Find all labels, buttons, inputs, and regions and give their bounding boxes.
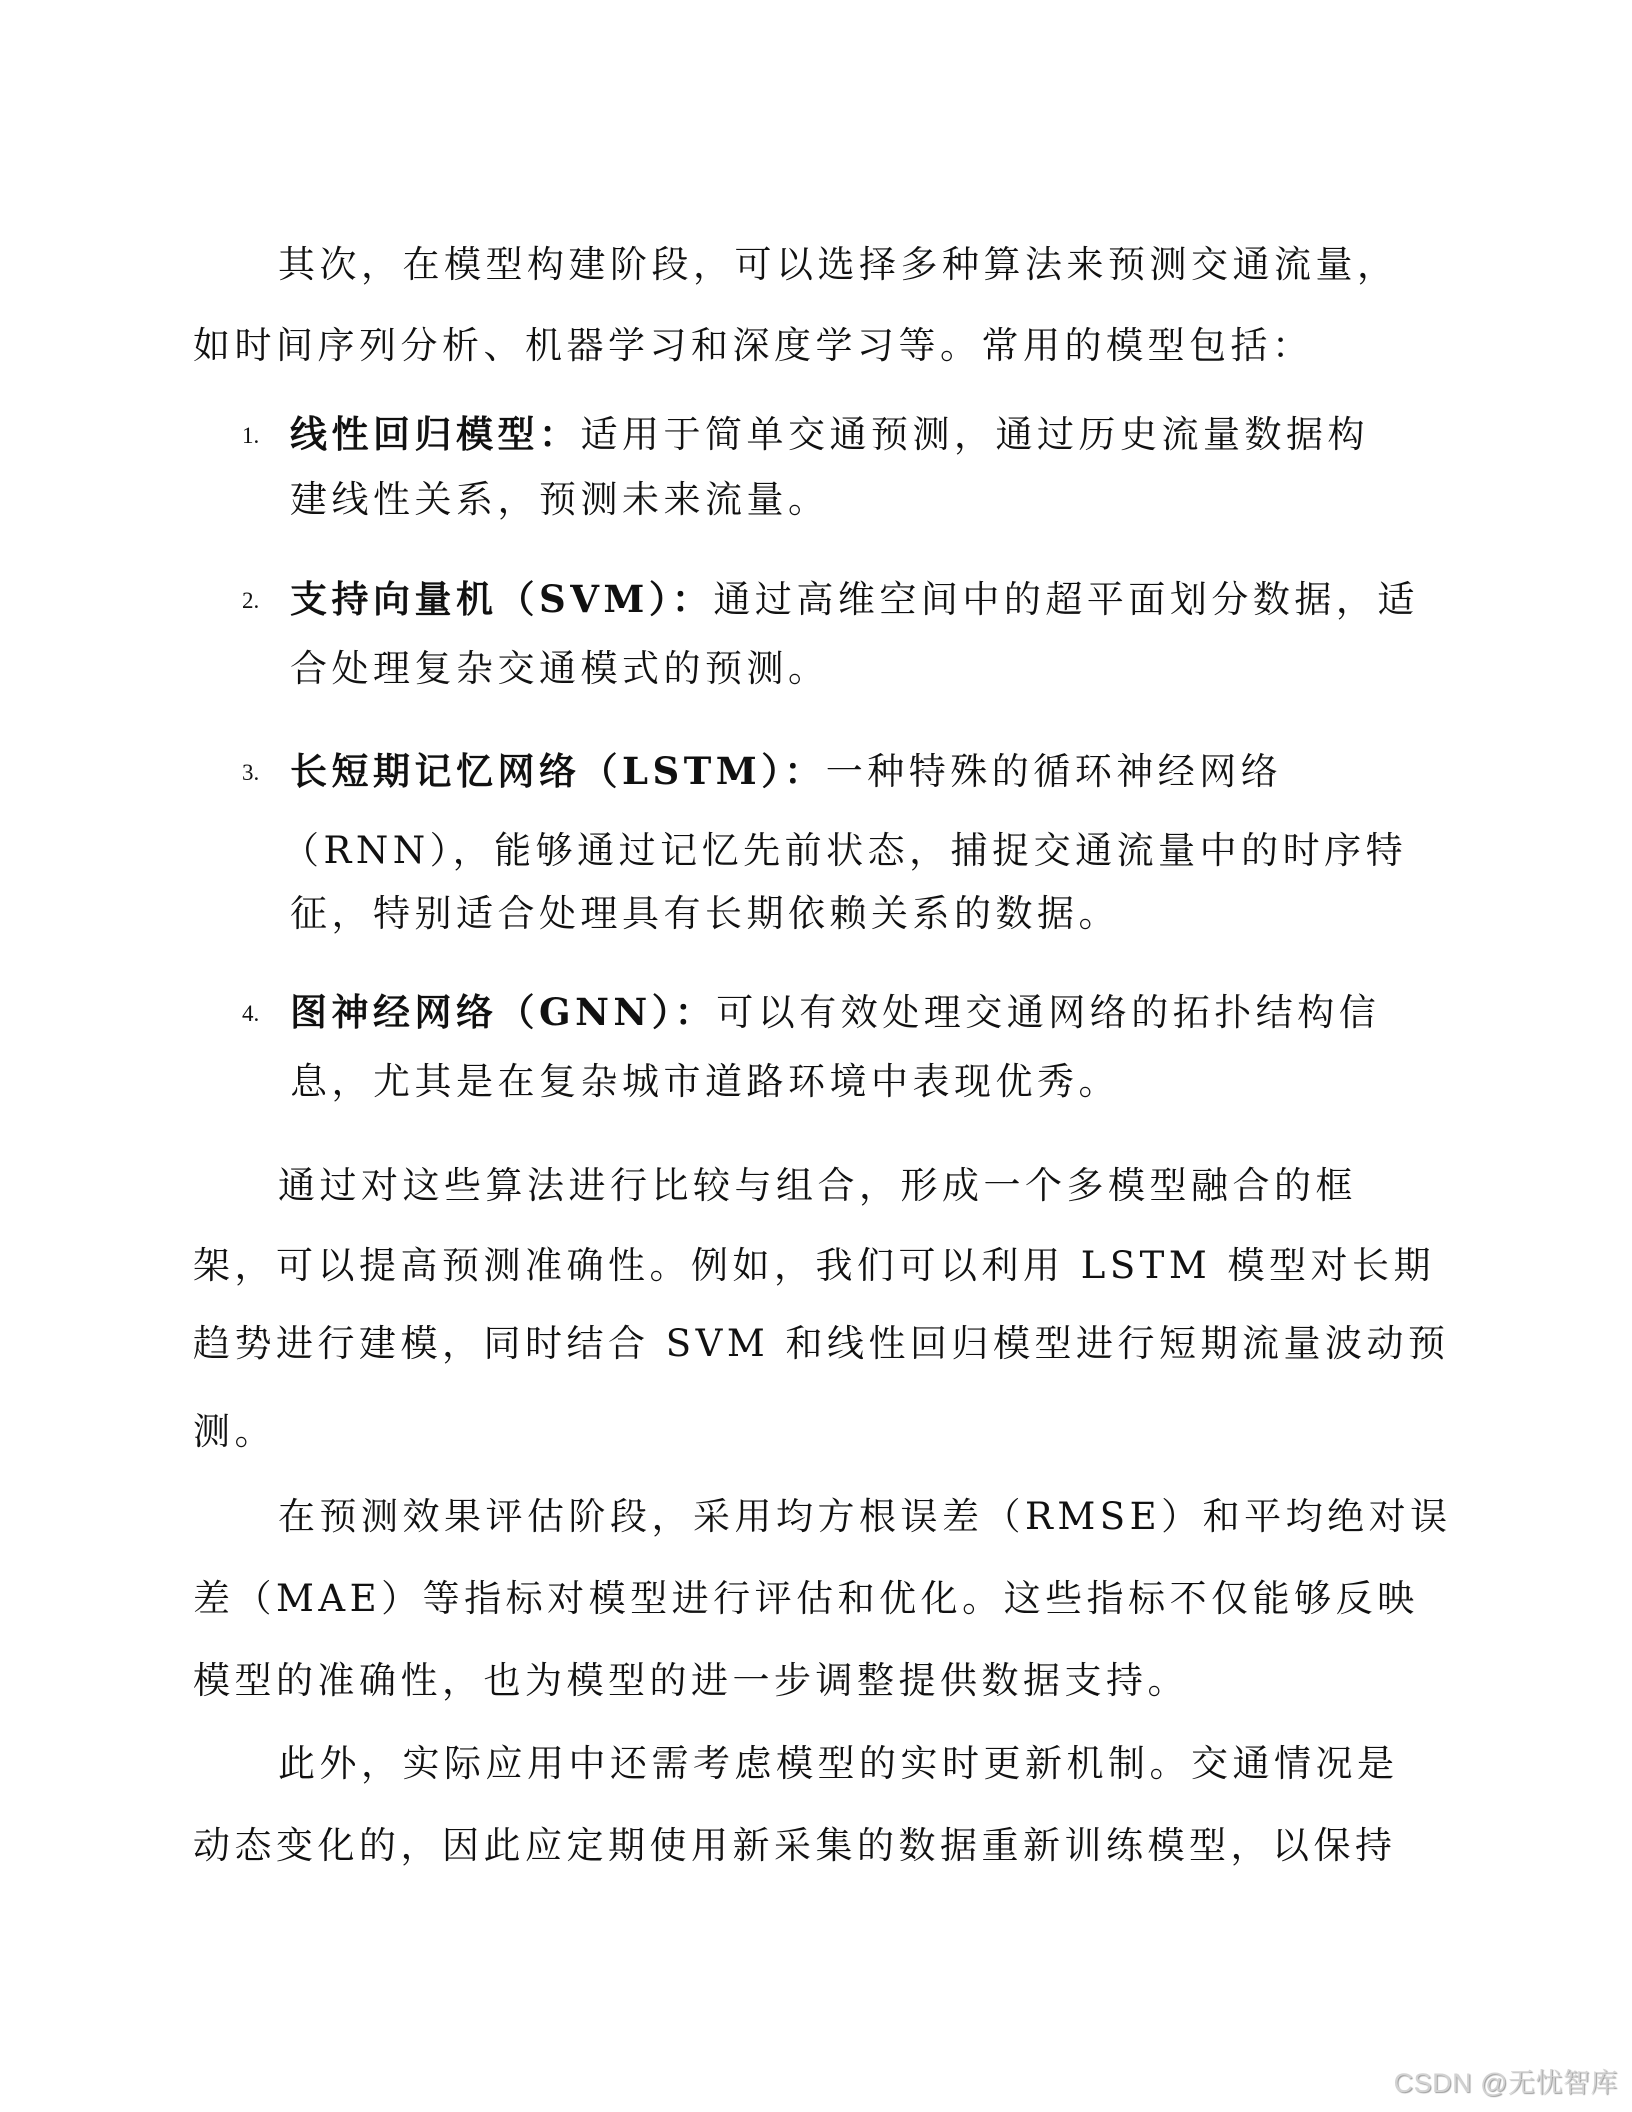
paragraph-line: 如时间序列分析、机器学习和深度学习等。常用的模型包括： [193,324,1314,367]
list-item-continuation: 征，特别适合处理具有长期依赖关系的数据。 [290,892,1120,935]
paragraph-line: 趋势进行建模，同时结合 SVM 和线性回归模型进行短期流量波动预 [193,1322,1450,1365]
list-item-number: 2. [242,588,260,613]
list-item-text: 可以有效处理交通网络的拓扑结构信 [716,991,1381,1034]
list-item-first-line [290,577,1419,622]
paragraph-line: 差（MAE）等指标对模型进行评估和优化。这些指标不仅能够反映 [193,1577,1419,1620]
paragraph-line: 在预测效果评估阶段，采用均方根误差（RMSE）和平均绝对误 [278,1495,1452,1538]
list-item-title: 线性回归模型： [290,412,581,456]
paragraph-line: 模型的准确性，也为模型的进一步调整提供数据支持。 [193,1659,1189,1702]
list-item-text: 一种特殊的循环神经网络 [825,750,1283,793]
list-item-text: 通过高维空间中的超平面划分数据，适 [713,578,1419,621]
list-item-title: 图神经网络（GNN）： [290,990,717,1034]
list-item-continuation: 息，尤其是在复杂城市道路环境中表现优秀。 [290,1060,1120,1103]
list-item-first-line [290,749,1282,794]
list-item-continuation: 建线性关系，预测未来流量。 [290,478,830,521]
csdn-watermark: CSDN @无忧智库 [1393,2068,1618,2098]
list-item-number: 4. [242,1001,260,1026]
paragraph-line: 通过对这些算法进行比较与组合，形成一个多模型融合的框 [278,1164,1357,1207]
list-item-title: 长短期记忆网络（LSTM）： [290,749,826,793]
paragraph-line: 动态变化的，因此应定期使用新采集的数据重新训练模型，以保持 [193,1824,1397,1867]
list-item-number: 1. [242,423,260,448]
list-item-first-line [290,412,1369,457]
list-item-first-line [290,990,1380,1035]
list-item-text: 适用于简单交通预测，通过历史流量数据构 [580,413,1369,456]
list-item-continuation: 合处理复杂交通模式的预测。 [290,647,830,690]
paragraph-line: 架，可以提高预测准确性。例如，我们可以利用 LSTM 模型对长期 [193,1244,1436,1287]
paragraph-line: 测。 [193,1410,276,1453]
list-item-title: 支持向量机（SVM）： [290,577,714,621]
paragraph-line: 其次，在模型构建阶段，可以选择多种算法来预测交通流量， [278,243,1399,286]
list-item-number: 3. [242,760,260,785]
paragraph-line: 此外，实际应用中还需考虑模型的实时更新机制。交通情况是 [278,1742,1399,1785]
list-item-continuation: （RNN），能够通过记忆先前状态，捕捉交通流量中的时序特 [282,829,1408,872]
